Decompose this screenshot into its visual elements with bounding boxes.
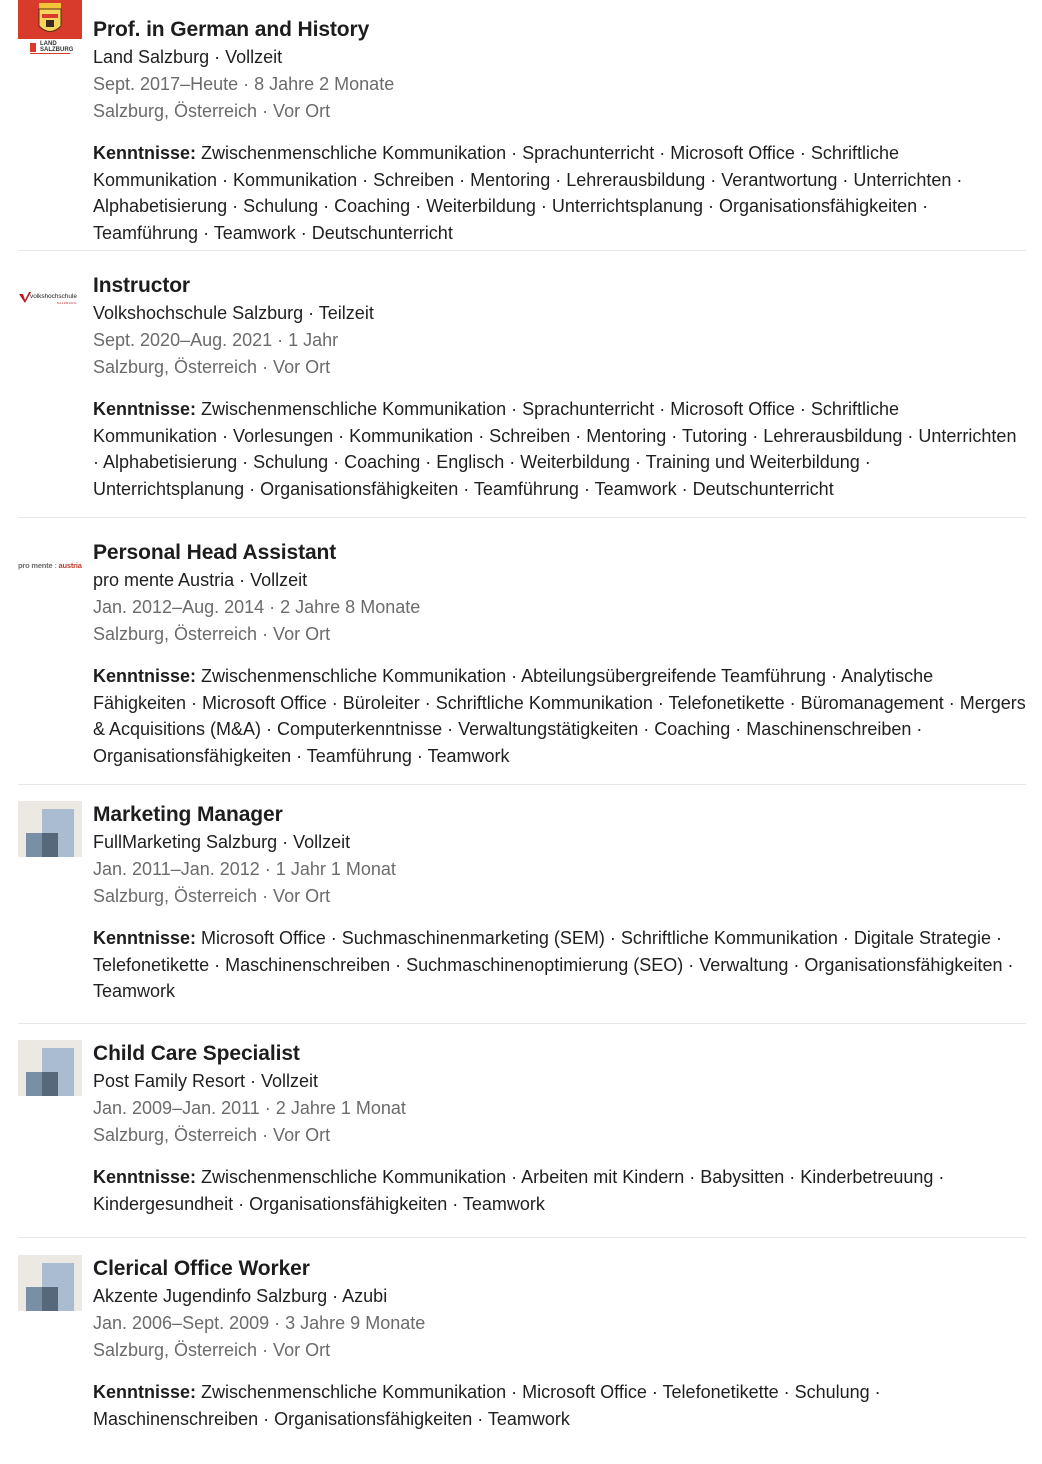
experience-item — [18, 0, 1026, 250]
job-location: Salzburg, Österreich · Vor Ort — [93, 357, 331, 377]
job-location: Salzburg, Österreich · Vor Ort — [93, 1125, 331, 1145]
experience-item — [18, 1238, 1026, 1447]
skills-list: Zwischenmenschliche Kommunikation · Sprachunterricht · Microsoft Office · Schriftliche Kommunikation · Kommunikation · Schreiben · Mentoring · Lehrerausbildung · Verantwortung · Unterrichten · Alphabetisierung · Schulung · Coaching · Weiterbildung · Unterrichtsplanung · Organisationsfähigkeiten · Teamführung · Teamwork · Deutschunterricht — [93, 143, 963, 244]
skills-label: Kenntnisse: — [93, 666, 197, 686]
experience-item — [18, 518, 1026, 784]
job-title[interactable]: Instructor — [93, 274, 191, 297]
job-location: Salzburg, Österreich · Vor Ort — [93, 886, 331, 906]
job-title[interactable]: Prof. in German and History — [93, 18, 370, 41]
job-dates: Jan. 2006–Sept. 2009 · 3 Jahre 9 Monate — [93, 1313, 426, 1333]
skills-text — [93, 1164, 1026, 1217]
skills-list: Microsoft Office · Suchmaschinenmarketing (SEM) · Schriftliche Kommunikation · Digitale Strategie · Telefonetikette · Maschinenschreiben · Suchmaschinenoptimierung (SEO) · Verwaltung · Organisationsfähigkeiten · Teamwork — [93, 928, 1014, 1002]
company-logo-pro-mente[interactable]: pro mente : austria — [18, 561, 82, 570]
skills-label: Kenntnisse: — [93, 928, 197, 948]
company-logo-placeholder[interactable] — [18, 1040, 82, 1096]
company-placeholder-icon — [18, 801, 82, 857]
logo-text-pro-mente: pro mente — [18, 561, 53, 570]
job-dates: Jan. 2011–Jan. 2012 · 1 Jahr 1 Monat — [93, 859, 396, 879]
job-title[interactable]: Clerical Office Worker — [93, 1257, 310, 1280]
company-logo-land-salzburg[interactable] — [18, 0, 82, 56]
skills-list: Zwischenmenschliche Kommunikation · Abteilungsübergreifende Teamführung · Analytische Fähigkeiten · Microsoft Office · Büroleiter · Schriftliche Kommunikation · Telefonetikette · Büromanagement · Mergers & Acquisitions (M&A) · Computerkenntnisse · Verwaltungstätigkeiten · Coaching · Maschinenschreiben · Organisationsfähigkeiten · Teamführung · Teamwork — [93, 666, 1026, 767]
skills-label: Kenntnisse: — [93, 1382, 197, 1402]
skills-list: Zwischenmenschliche Kommunikation · Arbeiten mit Kindern · Babysitten · Kinderbetreuung · Kindergesundheit · Organisationsfähigkeiten · Teamwork — [93, 1167, 945, 1214]
logo-text-austria: austria — [58, 561, 82, 570]
logo-text-salzburg: SALZBURG — [40, 47, 74, 53]
job-dates: Sept. 2020–Aug. 2021 · 1 Jahr — [93, 330, 339, 350]
job-location: Salzburg, Österreich · Vor Ort — [93, 624, 331, 644]
skills-text — [93, 925, 1026, 1005]
skills-text — [93, 663, 1026, 770]
company-logo-volkshochschule[interactable] — [18, 272, 82, 328]
logo-text-volkshochschule: volkshochschule — [30, 293, 77, 300]
logo-text-land: LAND — [40, 41, 57, 47]
job-title[interactable]: Marketing Manager — [93, 803, 283, 826]
company-placeholder-icon — [18, 1040, 82, 1096]
logo-subtext: SALZBURG — [56, 301, 77, 305]
company-name[interactable]: Land Salzburg · Vollzeit — [93, 47, 283, 67]
company-name[interactable]: Volkshochschule Salzburg · Teilzeit — [93, 303, 374, 323]
company-name[interactable]: Akzente Jugendinfo Salzburg · Azubi — [93, 1286, 388, 1306]
job-dates: Jan. 2012–Aug. 2014 · 2 Jahre 8 Monate — [93, 597, 421, 617]
job-title[interactable]: Child Care Specialist — [93, 1042, 300, 1065]
company-name[interactable]: Post Family Resort · Vollzeit — [93, 1071, 319, 1091]
experience-item — [18, 1024, 1026, 1237]
job-dates: Sept. 2017–Heute · 8 Jahre 2 Monate — [93, 74, 395, 94]
company-name[interactable]: FullMarketing Salzburg · Vollzeit — [93, 832, 351, 852]
skills-label: Kenntnisse: — [93, 399, 197, 419]
experience-item — [18, 251, 1026, 517]
skills-text — [93, 1379, 1026, 1432]
company-name[interactable]: pro mente Austria · Vollzeit — [93, 570, 308, 590]
company-placeholder-icon — [18, 1255, 82, 1311]
job-location: Salzburg, Österreich · Vor Ort — [93, 1340, 331, 1360]
skills-text — [93, 396, 1026, 503]
job-title[interactable]: Personal Head Assistant — [93, 541, 337, 564]
experience-item — [18, 785, 1026, 1023]
job-location: Salzburg, Österreich · Vor Ort — [93, 101, 331, 121]
company-logo-placeholder[interactable] — [18, 801, 82, 857]
skills-label: Kenntnisse: — [93, 143, 197, 163]
company-logo-placeholder[interactable] — [18, 1255, 82, 1311]
skills-label: Kenntnisse: — [93, 1167, 197, 1187]
skills-list: Zwischenmenschliche Kommunikation · Microsoft Office · Telefonetikette · Schulung · Maschinenschreiben · Organisationsfähigkeiten · Teamwork — [93, 1382, 881, 1429]
job-dates: Jan. 2009–Jan. 2011 · 2 Jahre 1 Monat — [93, 1098, 406, 1118]
skills-text — [93, 140, 1026, 247]
skills-list: Zwischenmenschliche Kommunikation · Sprachunterricht · Microsoft Office · Schriftliche Kommunikation · Vorlesungen · Kommunikation · Schreiben · Mentoring · Tutoring · Lehrerausbildung · Unterrichten · Alphabetisierung · Schulung · Coaching · Englisch · Weiterbildung · Training und Weiterbildung · Unterrichtsplanung · Organisationsfähigkeiten · Teamführung · Teamwork · Deutschunterricht — [93, 399, 1017, 500]
